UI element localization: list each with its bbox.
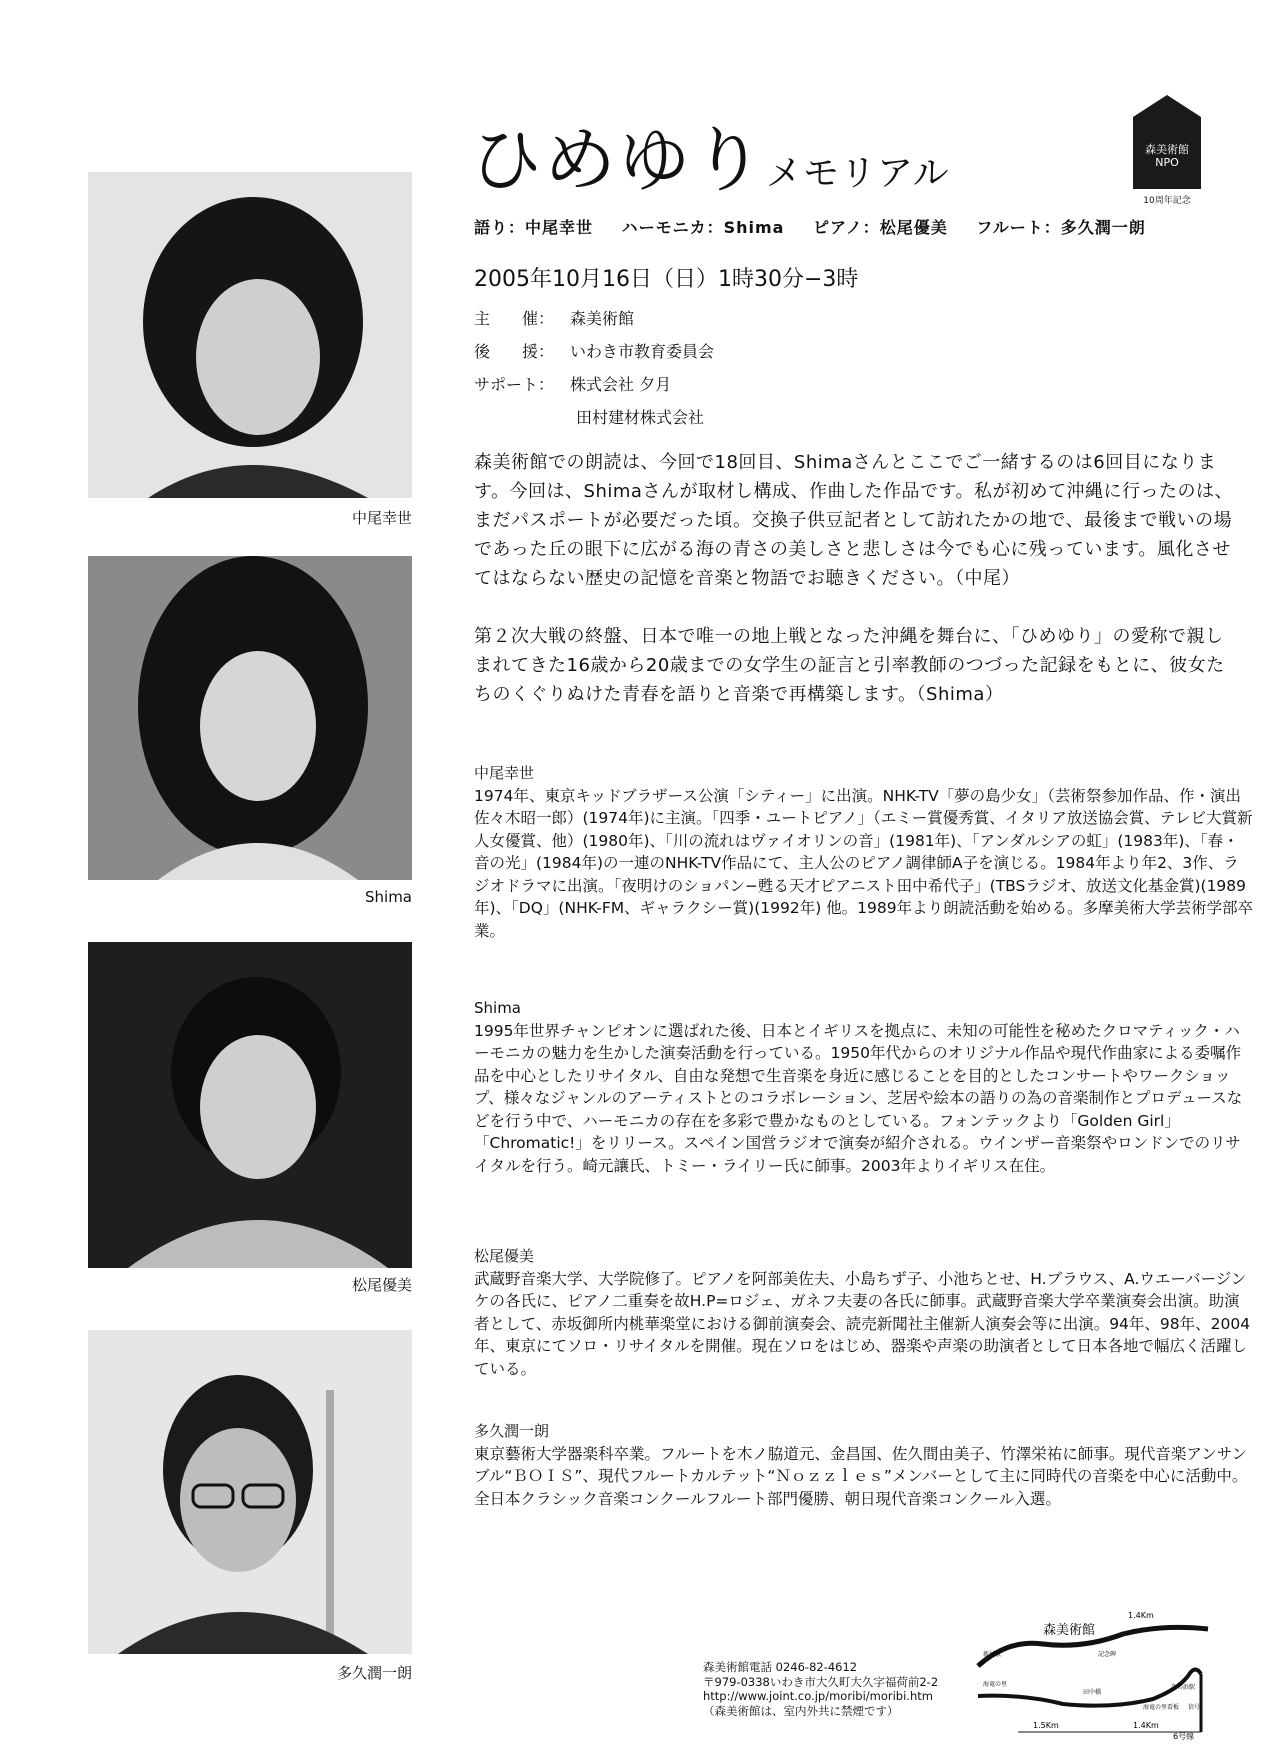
title-main: ひめゆり <box>470 118 767 202</box>
photo-shima <box>88 556 412 880</box>
photo-matsuo <box>88 942 412 1268</box>
map-landmark-3: 記念碑 <box>1098 1651 1117 1658</box>
map-dist2: 1.5Km <box>1033 1721 1059 1730</box>
logo-box <box>1133 117 1201 189</box>
bio-nakao <box>474 762 1254 942</box>
portrait-taku <box>88 1330 412 1654</box>
caption-shima: Shima <box>365 888 412 906</box>
footer-url[interactable]: http://www.joint.co.jp/moribi/moribi.htm <box>703 1689 933 1703</box>
sponsor-row <box>474 368 714 401</box>
credit-flute: フルート：多久潤一朗 <box>976 218 1146 237</box>
bio-text: 東京藝術大学器楽科卒業。フルートを木ノ脇道元、金昌国、佐久間由美子、竹澤栄祐に師事。現代音楽アンサンブル“ＢＯＩＳ”、現代フルートカルテット“Ｎｏｚｚｌｅｓ”メンバーとして主に同時代の音楽を中心に活動中。全日本クラシック音楽コンクールフルート部門優勝、朝日現代音楽コンクール入選。 <box>474 1444 1248 1508</box>
access-map <box>973 1604 1215 1740</box>
portrait-nakao <box>88 172 412 498</box>
intro-paragraph-nakao: 森美術館での朗読は、今回で18回目、Shimaさんとここでご一緒するのは6回目になります。今回は、Shimaさんが取材し構成、作曲した作品です。私が初めて沖縄に行ったのは、まだパスポートが必要だった頃。交換子供豆記者として訪れたかの地で、最後まで戦いの場であった丘の眼下に広がる海の青さの美しさと悲しさは今でも心に残っています。風化させてはならない歴史の記憶を音楽と物語でお聴きください。（中尾） <box>474 452 1234 589</box>
bio-text: 1995年世界チャンピオンに選ばれた後、日本とイギリスを拠点に、未知の可能性を秘めたクロマティック・ハーモニカの魅力を生かした演奏活動を行っている。1950年代からのオリジナル作品や現代作曲家による委嘱作品を中心としたリサイタル、自由な発想で生音楽を身近に感じることを目的としたコンサートやワークショップ、様々なジャンルのアーティストとのコラボレーション、芝居や絵本の語りの為の音楽制作とプロデュースなどを行う中で、ハーモニカの存在を多彩で豊かなものとしている。フォンテックより「Golden Girl」「Chromatic!」をリリース。スペイン国営ラジオで演奏が紹介される。ウインザー音楽祭やロンドンでのリサイタルを行う。崎元讓氏、トミー・ライリー氏に師事。2003年よりイギリス在住。 <box>474 1021 1243 1175</box>
portrait-matsuo <box>88 942 412 1268</box>
sponsor-value-1: 株式会社 夕月 <box>570 375 672 394</box>
map-road-river <box>978 1669 1201 1705</box>
photo-nakao <box>88 172 412 498</box>
caption-matsuo: 松尾優美 <box>351 1276 412 1294</box>
map-landmark-6: 久の浜駅 <box>1171 1684 1196 1691</box>
credit-narration: 語り：中尾幸世 <box>474 218 594 237</box>
logo-line1: 森美術館 <box>1145 143 1189 156</box>
map-landmark-7: 信号 <box>1188 1704 1201 1711</box>
page-title <box>470 120 950 214</box>
museum-logo <box>1133 95 1201 206</box>
sponsor-label: サポート： <box>474 375 555 394</box>
footer-contact <box>703 1660 938 1718</box>
map-landmark-1: 新屋敷 <box>983 1651 1002 1658</box>
map-landmark-4: 田中橋 <box>1083 1689 1102 1696</box>
caption-nakao: 中尾幸世 <box>351 509 412 527</box>
logo-text <box>1133 117 1201 169</box>
credit-harmonica: ハーモニカ：Shima <box>621 218 785 237</box>
support-value: いわき市教育委員会 <box>570 342 715 361</box>
map-landmark-2: 海竜の里 <box>983 1681 1008 1688</box>
map-dist3: 1.4Km <box>1133 1721 1159 1730</box>
portrait-shima <box>88 556 412 880</box>
performer-credits <box>474 215 1168 238</box>
bio-matsuo <box>474 1245 1254 1380</box>
host-value: 森美術館 <box>570 309 635 328</box>
sponsor-row-2 <box>474 401 714 434</box>
support-label: 後 援： <box>474 342 555 361</box>
bio-name: 中尾幸世 <box>474 764 535 782</box>
map-landmark-5: 海竜の里看板 <box>1143 1704 1180 1711</box>
bio-shima <box>474 997 1254 1177</box>
support-row <box>474 335 714 368</box>
logo-line2: NPO <box>1155 156 1179 169</box>
bio-taku <box>474 1420 1254 1510</box>
sponsor-value-2: 田村建材株式会社 <box>576 408 705 427</box>
bio-text: 1974年、東京キッドブラザース公演「シティー」に出演。NHK-TV「夢の島少女」（芸術祭参加作品、作・演出佐々木昭一郎）(1974年)に主演。「四季・ユートピアノ」（エミー賞優秀賞、イタリア放送協会賞、テレビ大賞新人女優賞、他）(1980年)、「川の流れはヴァイオリンの音」(1981年)、「アンダルシアの虹」(1983年)、「春・音の光」(1984年)の一連のNHK-TV作品にて、主人公のピアノ調律師A子を演じる。1984年より年2、3作、ラジオドラマに出演。「夜明けのショパン−甦る天才ピアニスト田中希代子」(TBSラジオ、放送文化基金賞)(1989年)、「DQ」(NHK-FM、ギャラクシー賞)(1992年) 他。1989年より朗読活動を始める。多摩美術大学芸術学部卒業。 <box>474 786 1254 940</box>
intro-paragraph-shima: 第２次大戦の終盤、日本で唯一の地上戦となった沖縄を舞台に、「ひめゆり」の愛称で親しまれてきた16歳から20歳までの女学生の証言と引率教師のつづった記録をもとに、彼女たちのくぐりぬけた青春を語りと音楽で再構築します。（Shima） <box>474 626 1225 705</box>
photo-taku <box>88 1330 412 1654</box>
map-route: 6号線 <box>1173 1732 1195 1740</box>
event-date: 2005年10月16日（日）1時30分−3時 <box>474 267 859 292</box>
map-dist1: 1.4Km <box>1128 1611 1154 1620</box>
organizer-info <box>474 302 714 434</box>
bio-name: 多久潤一朗 <box>474 1422 550 1440</box>
footer-phone: 森美術館電話 0246-82-4612 <box>703 1660 858 1674</box>
logo-roof <box>1133 95 1201 117</box>
credit-piano: ピアノ：松尾優美 <box>813 218 948 237</box>
map-museum-label: 森美術館 <box>1043 1623 1096 1638</box>
caption-taku: 多久潤一朗 <box>336 1664 412 1682</box>
logo-sub: 10周年記念 <box>1143 196 1191 206</box>
host-label: 主 催： <box>474 309 555 328</box>
bio-text: 武蔵野音楽大学、大学院修了。ピアノを阿部美佐夫、小島ちず子、小池ちとせ、H.ブラウス、A.ウエーバージンケの各氏に、ピアノ二重奏を故H.P=ロジェ、ガネフ夫妻の各氏に師事。武蔵野音楽大学卒業演奏会出演。助演者として、赤坂御所内桃華楽堂における御前演奏会、読売新聞社主催新人演奏会等に出演。94年、98年、2004年、東京にてソロ・リサイタルを開催。現在ソロをはじめ、器楽や声楽の助演者として日本各地で幅広く活躍している。 <box>474 1269 1251 1378</box>
title-sub: メモリアル <box>766 153 950 194</box>
bio-name: Shima <box>474 999 521 1017</box>
footer-note: （森美術館は、室内外共に禁煙です） <box>703 1703 899 1718</box>
footer-address: 〒979-0338いわき市大久町大久字福荷前2-2 <box>703 1674 939 1689</box>
host-row <box>474 302 714 335</box>
bio-name: 松尾優美 <box>474 1247 535 1265</box>
